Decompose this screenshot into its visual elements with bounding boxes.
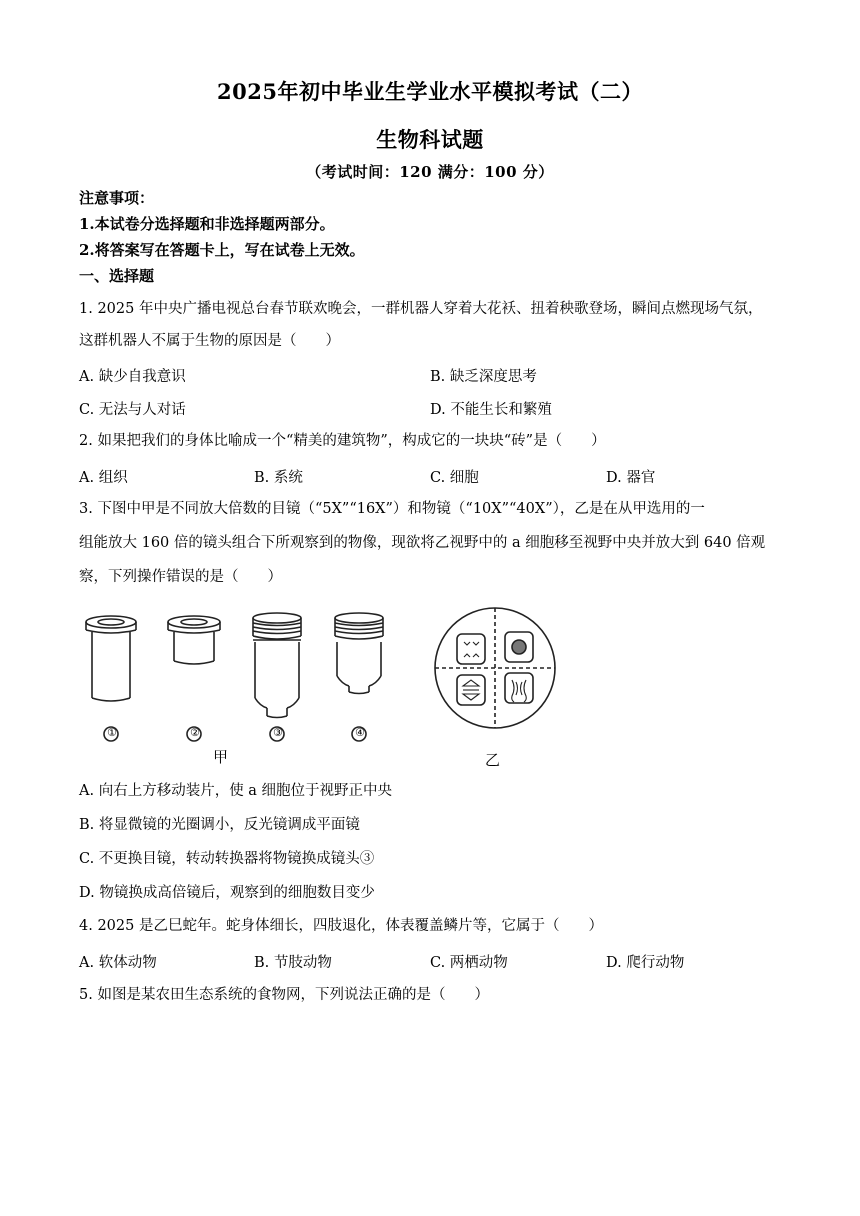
q3-option-b: B. 将显微镜的光圈调小，反光镜调成平面镜 — [79, 817, 360, 833]
notes-heading: 注意事项： — [79, 189, 155, 207]
q1-option-b: B. 缺乏深度思考 — [430, 369, 537, 385]
q4-option-b: B. 节肢动物 — [254, 955, 332, 971]
q2-option-b: B. 系统 — [254, 470, 303, 486]
q2-option-d: D. 器官 — [606, 470, 656, 486]
lens-label-3: ③ — [273, 726, 283, 739]
figure-caption-yi: 乙 — [485, 751, 501, 769]
eyepiece-lens-1-icon — [86, 616, 136, 701]
objective-lens-4-icon — [335, 613, 383, 694]
q2-stem: 2. 如果把我们的身体比喻成一个“精美的建筑物”，构成它的一块块“砖”是（ ） — [79, 433, 606, 449]
q3-option-c: C. 不更换目镜，转动转换器将物镜换成镜头③ — [79, 851, 375, 867]
lens-label-4: ④ — [355, 726, 365, 739]
microscope-lens-figure — [70, 606, 590, 776]
exam-subject: 生物科试题 — [376, 127, 484, 152]
q1-option-c: C. 无法与人对话 — [79, 402, 186, 418]
objective-lens-3-icon — [253, 613, 301, 718]
q4-option-c: C. 两栖动物 — [430, 955, 508, 971]
eyepiece-lens-2-icon — [168, 616, 220, 664]
q4-stem: 4. 2025 是乙巳蛇年。蛇身体细长，四肢退化，体表覆盖鳞片等，它属于（ ） — [79, 918, 603, 934]
section-title: 一、选择题 — [79, 267, 155, 285]
note-item-2: 2.将答案写在答题卡上，写在试卷上无效。 — [79, 241, 365, 259]
q5-stem: 5. 如图是某农田生态系统的食物网，下列说法正确的是（ ） — [79, 987, 489, 1003]
q3-stem-line-2: 组能放大 160 倍的镜头组合下所观察到的物像，现欲将乙视野中的 a 细胞移至视野中央并放大到 640 倍观 — [79, 535, 766, 551]
note-item-1: 1.本试卷分选择题和非选择题两部分。 — [79, 215, 335, 233]
q3-stem-line-3: 察，下列操作错误的是（ ） — [79, 569, 282, 585]
q4-option-a: A. 软体动物 — [79, 955, 157, 971]
q3-option-d: D. 物镜换成高倍镜后，观察到的细胞数目变少 — [79, 885, 375, 901]
q3-figure — [70, 606, 590, 776]
q1-stem-line-1: 1. 2025 年中央广播电视总台春节联欢晚会，一群机器人穿着大花袄、扭着秧歌登场，瞬间点燃现场气氛， — [79, 301, 763, 317]
q1-stem-line-2: 这群机器人不属于生物的原因是（ ） — [79, 333, 340, 349]
q2-option-c: C. 细胞 — [430, 470, 479, 486]
q1-option-a: A. 缺少自我意识 — [79, 369, 186, 385]
q3-stem-line-1: 3. 下图中甲是不同放大倍数的目镜（“5X”“16X”）和物镜（“10X”“40X”），乙是在从甲选用的一 — [79, 501, 705, 517]
q1-option-d: D. 不能生长和繁殖 — [430, 402, 552, 418]
q3-option-a: A. 向右上方移动装片，使 a 细胞位于视野正中央 — [79, 783, 393, 799]
q2-option-a: A. 组织 — [79, 470, 128, 486]
figure-caption-jia: 甲 — [213, 748, 229, 766]
field-of-view-icon — [435, 608, 555, 728]
q4-option-d: D. 爬行动物 — [606, 955, 685, 971]
lens-label-1: ① — [107, 726, 117, 739]
lens-label-2: ② — [190, 726, 200, 739]
exam-title: 2025年初中毕业生学业水平模拟考试（二） — [217, 79, 643, 104]
exam-info: （考试时间：120 满分：100 分） — [306, 163, 554, 181]
